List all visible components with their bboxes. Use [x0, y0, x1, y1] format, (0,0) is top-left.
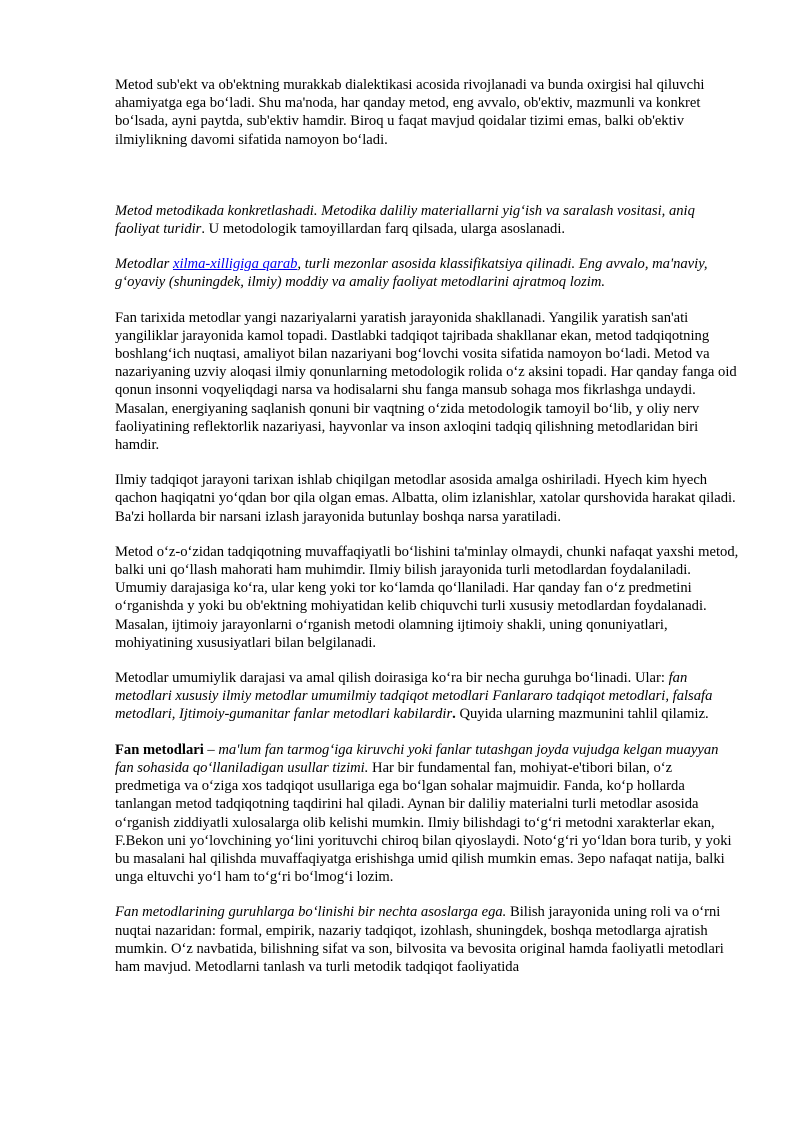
paragraph-8-dash: – — [203, 741, 219, 758]
paragraph-5: Ilmiy tadqiqot jarayoni tarixan ishlab chiqilgan metodlar asosida amalga oshiriladi. Hyech kim hyech qachon haqiqatni yo‘qdan bor qila olgan emas. Albatta, olim izlanishlar, xatolar qurshovida harakat qiladi. Ba'zi hollarda bir narsani izlash jarayonida butunlay boshqa narsa yaratiladi. — [115, 472, 736, 525]
paragraph-3-start: Metodlar — [115, 256, 173, 273]
paragraph-7-bold: . — [452, 706, 456, 723]
paragraph-7-start: Metodlar umumiylik darajasi va amal qilish doirasiga ko‘ra bir necha guruhga bo‘linadi. Ular: — [115, 670, 669, 687]
paragraph-8-rest: Har bir fundamental fan, mohiyat-e'tibori bilan, o‘z predmetiga va o‘ziga xos tadqiqot usullariga ega bo‘lgan sohalar majmuidir. Fanda, ko‘p hollarda tanlangan metod tadqiqotning taqdirini hal qiladi. Aynan bir daliliy materialni turli metodlar asosida o‘rganish ziddiyatli xulosalarga olib kelishi mumkin. Ilmiy bilishdagi to‘g‘ri metodni xarakterlar ekan, F.Bekon uni yo‘lovchining yo‘lini yorituvchi chiroq bilan qiyoslaydi. Noto‘g‘ri yo‘ldan bora turib, y yoki bu masalani hal qilishda muvaffaqiyatga erishishga umid qilish mumkin emas. Зepo nafaqat natija, balki unga eltuvchi yo‘l ham to‘g‘ri bo‘lmog‘i lozim. — [115, 759, 732, 886]
xilma-xilligiga-link[interactable]: xilma-xilligiga qarab — [172, 256, 298, 273]
paragraph-9 — [115, 903, 740, 976]
paragraph-7-rest: Quyida ularning mazmunini tahlil qilamiz. — [455, 706, 709, 723]
paragraph-3-rest: , turli mezonlar asosida klassifikatsiya qilinadi. Eng avvalo, ma'naviy, g‘oyaviy (shuningdek, ilmiy) moddiy va amaliy faoliyat metodlarini ajratmoq lozim. — [115, 256, 708, 291]
paragraph-2-italic: Metod metodikada konkretlashadi. Metodika daliliy materiallarni yig‘ish va saralash vositasi, aniq faoliyat turidir — [115, 202, 695, 238]
paragraph-9-italic: Fan metodlarining guruhlarga bo‘linishi bir nechta asoslarga ega. — [115, 904, 507, 921]
paragraph-3-italic — [115, 256, 708, 290]
paragraph-6: Metod o‘z-o‘zidan tadqiqotning muvaffaqiyatli bo‘lishini ta'minlay olmaydi, chunki nafaqat yaxshi metod, balki uni qo‘llash mahorati ham muhimdir. Ilmiy bilish jarayonida turli metodlardan foydalaniladi. Umumiy darajasiga ko‘ra, ular keng yoki tor ko‘lamda qo‘llaniladi. Har qanday fan o‘z predmetini o‘rganishda y yoki bu ob'ektning mohiyatidan kelib chiquvchi turli xususiy metodlardan foydalanadi. Masalan, ijtimoiy jarayonlarni o‘rganish metodi olamning ijtimoiy shakli, uning qonuniyatlari, mohiyatining xususiyatlari bilan belgilanadi. — [115, 543, 739, 651]
paragraph-2 — [115, 202, 740, 238]
paragraph-3 — [115, 255, 740, 291]
fan-metodlari-heading: Fan metodlari — [115, 741, 204, 758]
paragraph-8 — [115, 741, 740, 887]
paragraph-2-rest: . U metodologik tamoyillardan farq qilsada, ularga asoslanadi. — [201, 221, 566, 238]
paragraph-7 — [115, 669, 740, 724]
paragraph-1: Metod sub'ekt va ob'ektning murakkab dialektikasi acosida rivojlanadi va bunda oxirgisi hal qiluvchi ahamiyatga ega bo‘ladi. Shu ma'noda, har qanday metod, eng avvalo, ob'ektiv, mazmunli va konkret bo‘lsada, ayni paytda, sub'ektiv hamdir. Biroq u faqat mavjud qoidalar tizimi emas, balki ob'ektiv ilmiylikning davomi sifatida namoyon bo‘ladi. — [115, 77, 705, 148]
paragraph-9-rest: Bilish jarayonida uning roli va o‘rni nuqtai nazaridan: formal, empirik, nazariy tadqiqot, izohlash, shuningdek, boshqa metodlarga ajratish mumkin. O‘z navbatida, bilishning sifat va son, bilvosita va bevosita original hamda faoliyatli metodlari ham mavjud. Metodlarni tanlash va turli metodik tadqiqot faoliyatida — [115, 904, 724, 975]
paragraph-4: Fan tarixida metodlar yangi nazariyalarni yaratish jarayonida shakllanadi. Yangilik yaratish san'ati yangiliklar jarayonida kamol topadi. Dastlabki tadqiqot tajribada shakllanar ekan, metod tadqiqotning boshlang‘ich nuqtasi, amaliyot bilan nazariyani bog‘lovchi vosita sifatida namoyon bo‘ladi. Metod va nazariyaning uzviy aloqasi ilmiy qonunlarning metodologik rolida o‘z aksini topadi. Har qanday fanga oid qonun insonni voqyeliqdagi narsa va hodisalarni shu fanga mansub sohaga mos fikrlashga undaydi. Masalan, energiyaning saqlanish qonuni bir vaqtning o‘zida metodologik tamoyil bo‘lib, y oliy nerv faoliyatining reflektorlik nazariyasi, hayvonlar va inson axloqini tadqiq qilishning metodlaridan biri hamdir. — [115, 309, 737, 454]
paragraph-7-italic: fan metodlari xususiy ilmiy metodlar umumilmiy tadqiqot metodlari Fanlararo tadqiqot metodlari, falsafa metodlari, Ijtimoiy-gumanitar fanlar metodlari kabilardir — [115, 670, 713, 723]
paragraph-8-italic: ma'lum fan tarmog‘iga kiruvchi yoki fanlar tutashgan joyda vujudga kelgan muayyan fan sohasida qo‘llaniladigan usullar tizimi. — [115, 741, 719, 776]
